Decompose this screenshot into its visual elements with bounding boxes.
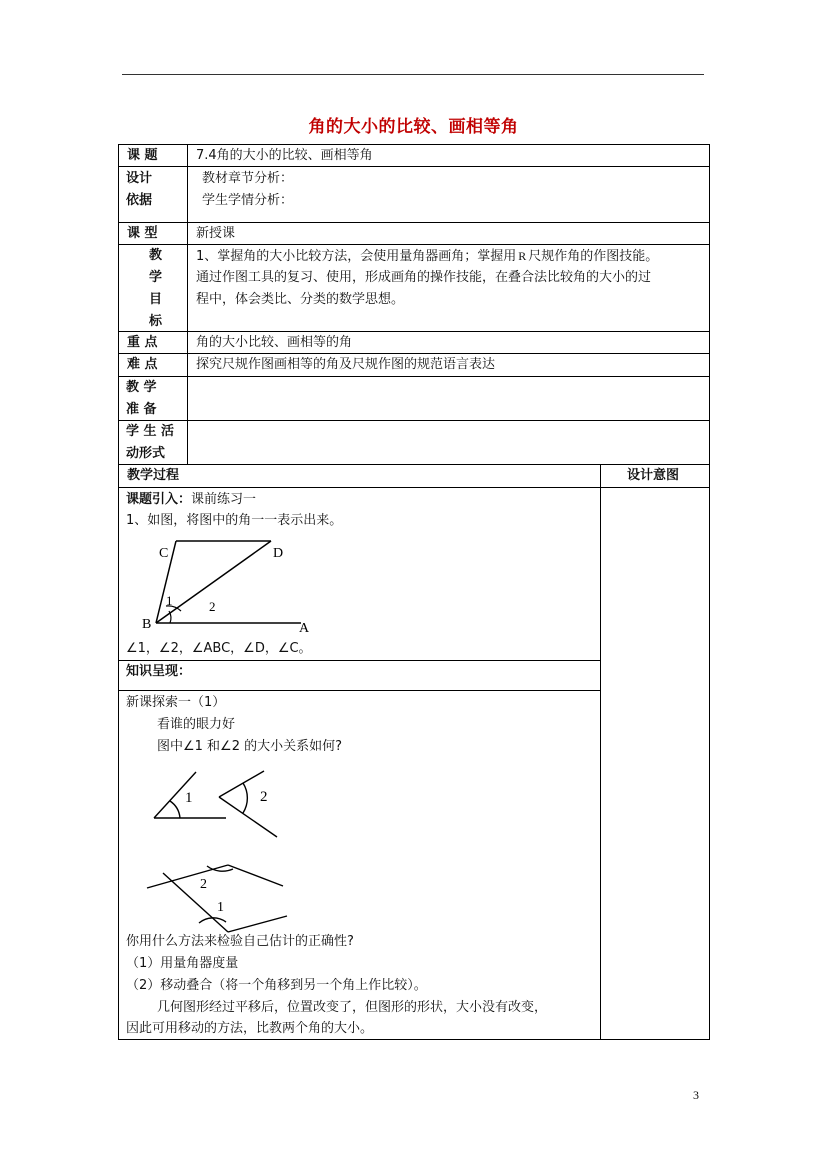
- design-intent-cell: [600, 487, 710, 1040]
- explore-line-2: 图中∠1 和∠2 的大小关系如何?: [157, 739, 343, 754]
- objectives-value: [187, 244, 710, 332]
- key-point-value: 角的大小比较、画相等的角: [187, 331, 710, 354]
- difficulty-label: 难 点: [118, 353, 188, 377]
- activity-label: 学 生 活 动形式: [118, 420, 188, 465]
- label-d: D: [273, 546, 284, 561]
- angle-1-label: 1: [166, 593, 173, 608]
- knowledge-label: 知识呈现：: [126, 664, 192, 679]
- intro-label: 课题引入：: [126, 492, 192, 507]
- design-intent-header: 设计意图: [600, 464, 710, 488]
- label-a: A: [299, 621, 310, 636]
- answer-text: ∠1，∠2，∠ABC，∠D，∠C。: [126, 641, 312, 656]
- explore-cell: [118, 690, 601, 1040]
- document-title: 角的大小的比较、画相等角: [308, 117, 519, 137]
- paragraph-line-2: 因此可用移动的方法，比教两个角的大小。: [126, 1021, 374, 1036]
- objective-line-3: 程中，体会类比、分类的数学思想。: [196, 292, 405, 307]
- angle-2-label: 2: [209, 599, 216, 614]
- lesson-type-value: 新授课: [187, 222, 710, 245]
- method-2: （2）移动叠合（将一个角移到另一个角上作比较）。: [126, 978, 427, 993]
- page-number: 3: [693, 1088, 699, 1102]
- student-analysis: 学生学情分析：: [202, 193, 294, 208]
- objective-line-2: 通过作图工具的复习、使用，形成画角的操作技能，在叠合法比较角的大小的过: [196, 270, 652, 285]
- intro-text: 课前练习一: [191, 492, 257, 507]
- key-point-label: 重 点: [118, 331, 188, 354]
- textbook-analysis: 教材章节分析：: [202, 171, 294, 186]
- explore-title: 新课探索一（1）: [126, 695, 226, 710]
- design-basis-label: 设计 依据: [118, 166, 188, 223]
- method-1: （1）用量角器度量: [126, 956, 239, 971]
- exercise-text: 1、如图，将图中的角一一表示出来。: [126, 513, 343, 528]
- topic-value: 7.4角的大小的比较、画相等角: [187, 144, 710, 167]
- explore-line-1: 看谁的眼力好: [157, 717, 236, 732]
- objectives-label: 教 学 目 标: [118, 244, 188, 332]
- intro-cell: [118, 487, 601, 661]
- paragraph-line-1: 几何图形经过平移后，位置改变了，但图形的形状，大小没有改变，: [157, 1000, 548, 1015]
- angle-2-text: 2: [260, 789, 268, 805]
- angle-1-text: 1: [185, 790, 193, 806]
- knowledge-cell: [118, 660, 601, 691]
- header-rule: [122, 74, 704, 75]
- difficulty-value: 探究尺规作图画相等的角及尺规作图的规范语言表达: [187, 353, 710, 377]
- objective-line-1c: 尺规作角的作图技能。: [528, 249, 659, 264]
- figure-quadrilateral: [119, 488, 602, 662]
- topic-label: 课 题: [118, 144, 188, 167]
- angle-1-text-b: 1: [217, 900, 224, 915]
- label-b: B: [142, 617, 152, 632]
- objective-line-1a: 1、掌握角的大小比较方法，会使用量角器画角；掌握用: [196, 249, 517, 264]
- label-c: C: [159, 546, 169, 561]
- preparation-value: [187, 376, 710, 421]
- objective-line-1b: R: [518, 249, 527, 263]
- angle-2-text-b: 2: [200, 877, 207, 892]
- question-text: 你用什么方法来检验自己估计的正确性?: [126, 934, 354, 949]
- process-header: 教学过程: [118, 464, 601, 488]
- lesson-type-label: 课 型: [118, 222, 188, 245]
- activity-value: [187, 420, 710, 465]
- design-basis-value: [187, 166, 710, 223]
- preparation-label: 教 学 准 备: [118, 376, 188, 421]
